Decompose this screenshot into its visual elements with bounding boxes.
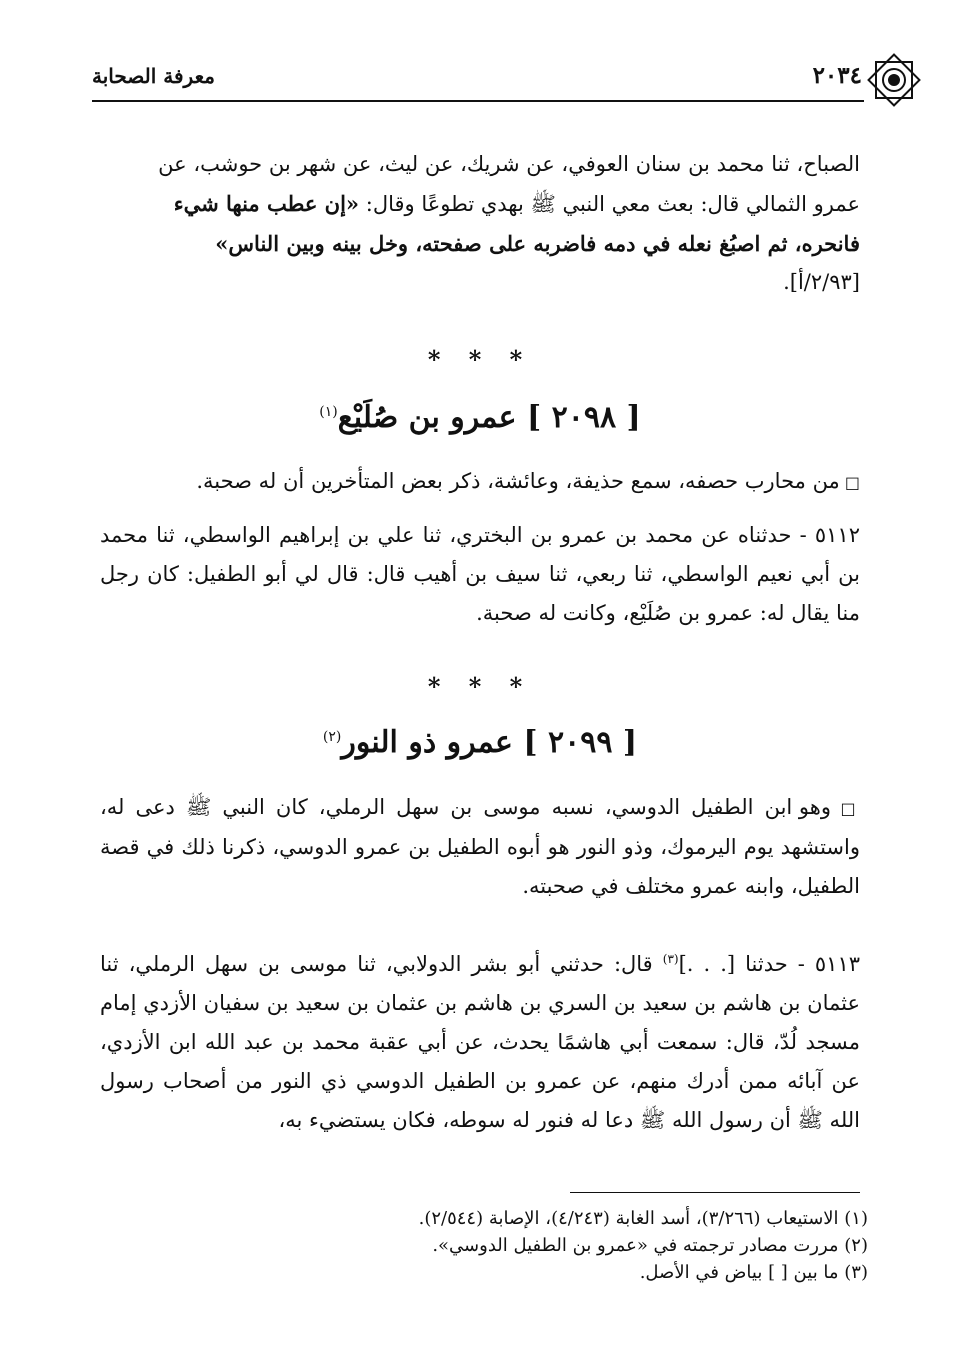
entry-title-2099 bbox=[100, 725, 860, 760]
footnotes bbox=[100, 1205, 868, 1286]
hadith-text bbox=[100, 940, 860, 1140]
hadith-text: ٥١١٢ - حدثناه عن محمد بن عمرو بن البختري، ثنا علي بن إبراهيم الواسطي، ثنا محمد بن أبي نعيم الواسطي، ثنا ربعي، ثنا سيف بن أهيب قال: قال لي أبو الطفيل: كان رجل منا يقال له: عمرو بن صُلَيْع، وكانت له صحبة. bbox=[100, 523, 860, 625]
entry-2099-intro bbox=[100, 788, 860, 906]
text-line bbox=[100, 184, 860, 224]
footnote-divider bbox=[570, 1192, 860, 1193]
square-bullet-icon: □ bbox=[831, 799, 860, 818]
footnote: (٢) مررت مصادر ترجمته في «عمرو بن الطفيل الدوسي». bbox=[432, 1235, 868, 1256]
page-header bbox=[92, 58, 864, 98]
page-number: ٢٠٣٤ bbox=[812, 62, 862, 89]
hadith-5113 bbox=[100, 940, 860, 1140]
entry-title-text: [ ٢٠٩٩ ] عمرو ذو النور bbox=[341, 725, 638, 760]
square-bullet-icon: □ bbox=[839, 473, 860, 492]
footnote-ref: (٢) bbox=[322, 729, 342, 745]
footnote-ref: (٣) bbox=[662, 952, 679, 966]
text-line: الصباح، ثنا محمد بن سنان العوفي، عن شريك، عن ليث، عن شهر بن حوشب، عن bbox=[158, 152, 860, 176]
footnote-ref: (١) bbox=[319, 404, 338, 420]
section-separator: * * * bbox=[427, 672, 533, 701]
hadith-quote: «إن عطب منها شيء bbox=[173, 191, 360, 216]
manuscript-ref: [٢/٩٣/أ]. bbox=[783, 270, 860, 294]
intro-text: من محارب حصفه، سمع حذيفة، وعائشة، ذكر بعض المتأخرين أن له صحبة. bbox=[196, 469, 840, 493]
hadith-5112 bbox=[100, 516, 860, 633]
hadith-rest: قال: حدثني أبو بشر الدولابي، ثنا موسى بن سهل الرملي، ثنا عثمان بن هاشم بن سعيد بن السري بن هاشم بن عثمان بن سعيد بن سفيان الأزدي إمام مسجد لُدّ، قال: سمعت أبي هاشمًا يحدث، عن أبي عقبة محمد بن عبد الله ابن الأزدي، عن آبائه ممن أدرك منهم، عن عمرو بن الطفيل الدوسي ذي النور من أصحاب رسول الله ﷺ أن رسول الله ﷺ دعا له فنور له سوطه، فكان يستضيء به، bbox=[100, 952, 860, 1132]
running-title: معرفة الصحابة bbox=[92, 64, 215, 88]
entry-title-text: [ ٢٠٩٨ ] عمرو بن صُلَيْع bbox=[337, 400, 641, 435]
section-separator: * * * bbox=[427, 345, 533, 374]
footnote: (١) الاستيعاب (٣/٢٦٦)، أسد الغابة (٤/٢٤٣)، الإصابة (٢/٥٤٤). bbox=[418, 1208, 868, 1229]
octagonal-star-ornament-icon bbox=[864, 50, 924, 110]
continuation-text bbox=[100, 145, 860, 302]
entry-2098-intro bbox=[100, 462, 860, 502]
text-plain: عمرو الثمالي قال: بعث معي النبي ﷺ بهدي تطوعًا وقال: bbox=[359, 192, 860, 216]
header-divider bbox=[92, 100, 864, 102]
intro-text: وهو ابن الطفيل الدوسي، نسبه موسى بن سهل الرملي، كان النبي ﷺ دعى له، واستشهد يوم اليرموك، وذو النور هو أبوه الطفيل بن عمرو الدوسي، ذكرنا ذلك في قصة الطفيل، وابنه عمرو مختلف في صحبته. bbox=[100, 795, 860, 898]
entry-title-2098 bbox=[100, 400, 860, 435]
hadith-quote: فانحره، ثم اصبُغ نعله في دمه فاضربه على صفحته، وخل بينه وبين الناس» bbox=[215, 231, 860, 256]
intro-line bbox=[100, 462, 860, 502]
intro-line bbox=[100, 788, 860, 906]
footnote: (٣) ما بين [ ] بياض في الأصل. bbox=[639, 1262, 868, 1283]
hadith-start: ٥١١٣ - حدثنا [. . .] bbox=[678, 952, 861, 976]
